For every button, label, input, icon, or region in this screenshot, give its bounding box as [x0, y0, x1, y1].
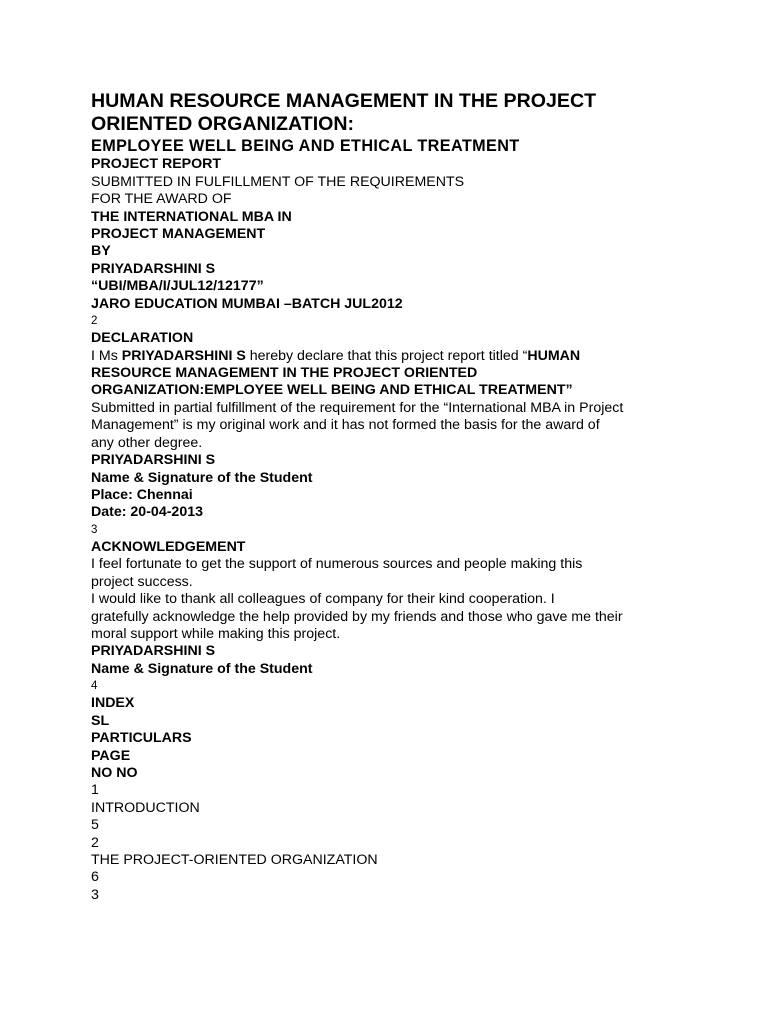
- document-page: [91, 90, 691, 904]
- signature-label: Name & Signature of the Student: [91, 660, 313, 677]
- declaration-prefix: I Ms: [91, 347, 122, 364]
- declaration-body-line-2: Management” is my original work and it has not formed the basis for the award of: [91, 417, 600, 434]
- acknowledgement-line-1: I feel fortunate to get the support of numerous sources and people making this: [91, 556, 583, 573]
- index-column-page: PAGE: [91, 747, 131, 764]
- acknowledgement-line-3: I would like to thank all colleagues of company for their kind cooperation. I: [91, 591, 555, 608]
- document-subtitle: EMPLOYEE WELL BEING AND ETHICAL TREATMENT: [91, 137, 520, 156]
- submitted-line-2: FOR THE AWARD OF: [91, 191, 232, 208]
- declaration-body-line-3: any other degree.: [91, 434, 203, 451]
- acknowledgement-line-2: project success.: [91, 573, 193, 590]
- acknowledgement-line-5: moral support while making this project.: [91, 625, 341, 642]
- place-line: Place: Chennai: [91, 486, 193, 503]
- page-number: 2: [91, 315, 98, 328]
- index-heading: INDEX: [91, 695, 135, 712]
- document-title-line-1: HUMAN RESOURCE MANAGEMENT IN THE PROJECT: [91, 90, 597, 112]
- index-entry-page: 5: [91, 817, 99, 834]
- author-name: PRIYADARSHINI S: [91, 260, 216, 277]
- degree-line-1: THE INTERNATIONAL MBA IN: [91, 208, 292, 225]
- report-type: PROJECT REPORT: [91, 156, 222, 173]
- document-title-line-2: ORIENTED ORGANIZATION:: [91, 113, 355, 136]
- declaration-title-line-2: RESOURCE MANAGEMENT IN THE PROJECT ORIENTED: [91, 365, 478, 382]
- declaration-mid: hereby declare that this project report titled “: [245, 347, 528, 364]
- page-number: 4: [91, 680, 98, 693]
- submitted-line-1: SUBMITTED IN FULFILLMENT OF THE REQUIREMENTS: [91, 173, 465, 190]
- signer-name: PRIYADARSHINI S: [91, 643, 216, 660]
- index-entry-sl: 3: [91, 886, 99, 903]
- roll-number: “UBI/MBA/I/JUL12/12177”: [91, 278, 264, 295]
- index-entry-particular: THE PROJECT-ORIENTED ORGANIZATION: [91, 852, 378, 869]
- index-entry-sl: 2: [91, 834, 99, 851]
- index-entry-particular: INTRODUCTION: [91, 799, 200, 816]
- signature-label: Name & Signature of the Student: [91, 469, 313, 486]
- date-line: Date: 20-04-2013: [91, 504, 203, 521]
- declaration-line-1: [91, 348, 691, 365]
- by-label: BY: [91, 243, 111, 260]
- acknowledgement-line-4: gratefully acknowledge the help provided by my friends and those who gave me their: [91, 608, 623, 625]
- index-column-particulars: PARTICULARS: [91, 730, 192, 747]
- index-column-no-no: NO NO: [91, 765, 138, 782]
- declaration-name: PRIYADARSHINI S: [121, 347, 246, 364]
- page-number: 3: [91, 523, 98, 536]
- declaration-title-line-3: ORGANIZATION:EMPLOYEE WELL BEING AND ETHICAL TREATMENT”: [91, 382, 573, 399]
- index-entry-sl: 1: [91, 782, 99, 799]
- degree-line-2: PROJECT MANAGEMENT: [91, 226, 266, 243]
- index-column-sl: SL: [91, 712, 110, 729]
- declaration-heading: DECLARATION: [91, 330, 194, 347]
- declaration-body-line-1: Submitted in partial fulfillment of the requirement for the “International MBA in Project: [91, 399, 624, 416]
- signer-name: PRIYADARSHINI S: [91, 452, 216, 469]
- index-entry-page: 6: [91, 869, 99, 886]
- institute-name: JARO EDUCATION MUMBAI –BATCH JUL2012: [91, 295, 403, 312]
- declaration-title-part-1: HUMAN: [527, 347, 581, 364]
- acknowledgement-heading: ACKNOWLEDGEMENT: [91, 538, 246, 555]
